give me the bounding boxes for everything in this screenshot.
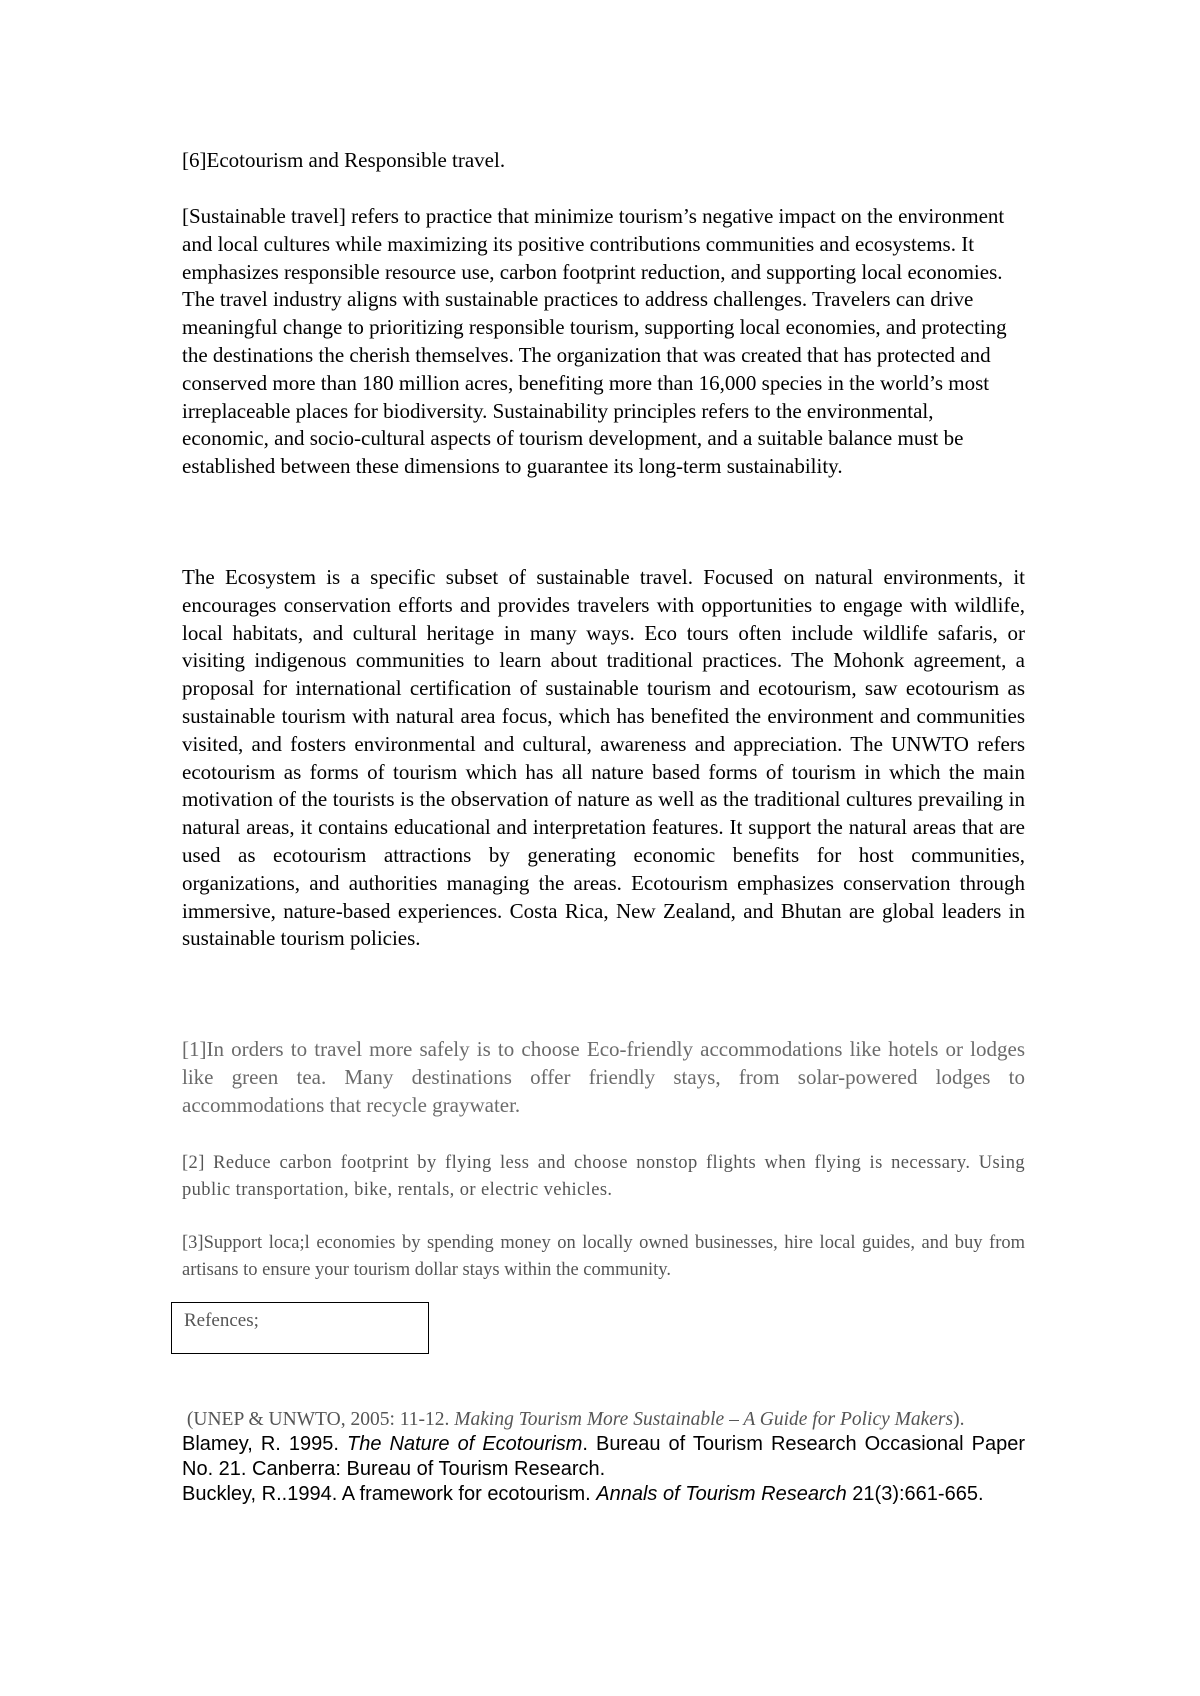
references-box bbox=[171, 1302, 429, 1354]
reference-buckley bbox=[182, 1482, 1025, 1507]
reference-blamey bbox=[182, 1432, 1025, 1482]
tip-local-economies: [3]Support loca;l economies by spending money on locally owned businesses, hire local guides, and buy from artisans to ensure your tourism dollar stays within the community. bbox=[182, 1233, 1025, 1280]
reference-title: Making Tourism More Sustainable – A Guide for Policy Makers bbox=[454, 1409, 954, 1430]
tip-accommodations: [1]In orders to travel more safely is to choose Eco-friendly accommodations like hotels or lodges like green tea. Many destinations offer friendly stays, from solar-powered lodges to accommodations that recycle graywater. bbox=[182, 1037, 1025, 1117]
reference-suffix: . Bureau of Tourism Research Occasional Paper No. 21. Canberra: Bureau of Tourism Research. bbox=[182, 1433, 1025, 1480]
reference-title: Annals of Tourism Research bbox=[596, 1483, 847, 1505]
reference-prefix: (UNEP & UNWTO, 2005: 11-12. bbox=[186, 1409, 455, 1430]
references-list bbox=[182, 1408, 1025, 1507]
references-box-label: Refences; bbox=[184, 1310, 259, 1331]
reference-unep-unwto bbox=[182, 1408, 1025, 1432]
reference-suffix: ). bbox=[953, 1409, 965, 1430]
ecosystem-paragraph: The Ecosystem is a specific subset of sustainable travel. Focused on natural environments, it encourages conservation efforts and provides travelers with opportunities to engage with wildlife, local habitats, and cultural heritage in many ways. Eco tours often include wildlife safaris, or visiting indigenous communities to learn about traditional practices. The Mohonk agreement, a proposal for international certification of sustainable tourism and ecotourism, saw ecotourism as sustainable tourism with natural area focus, which has benefited the environment and communities visited, and fosters environmental and cultural, awareness and appreciation. The UNWTO refers ecotourism as forms of tourism which has all nature based forms of tourism in which the main motivation of the tourists is the observation of nature as well as the traditional cultures prevailing in natural areas, it contains educational and interpretation features. It support the natural areas that are used as ecotourism attractions by generating economic benefits for host communities, organizations, and authorities managing the areas. Ecotourism emphasizes conservation through immersive, nature-based experiences. Costa Rica, New Zealand, and Bhutan are global leaders in sustainable tourism policies. bbox=[182, 565, 1025, 951]
reference-suffix: 21(3):661-665. bbox=[846, 1483, 984, 1505]
tip-carbon-footprint: [2] Reduce carbon footprint by flying less and choose nonstop flights when flying is necessary. Using public transportation, bike, rentals, or electric vehicles. bbox=[182, 1153, 1025, 1200]
section-heading: [6]Ecotourism and Responsible travel. bbox=[182, 148, 506, 172]
reference-prefix: Buckley, R..1994. A framework for ecotourism. bbox=[182, 1483, 597, 1505]
reference-title: The Nature of Ecotourism bbox=[346, 1433, 583, 1455]
sustainable-travel-paragraph: [Sustainable travel] refers to practice that minimize tourism’s negative impact on the environment and local cultures while maximizing its positive contributions communities and ecosystems. It emphasizes responsible resource use, carbon footprint reduction, and supporting local economies. The travel industry aligns with sustainable practices to address challenges. Travelers can drive meaningful change to prioritizing responsible tourism, supporting local economies, and protecting the destinations the cherish themselves. The organization that was created that has protected and conserved more than 180 million acres, benefiting more than 16,000 species in the world’s most irreplaceable places for biodiversity. Sustainability principles refers to the environmental, economic, and socio-cultural aspects of tourism development, and a suitable balance must be established between these dimensions to guarantee its long-term sustainability. bbox=[182, 204, 1007, 479]
reference-prefix: Blamey, R. 1995. bbox=[182, 1433, 347, 1455]
